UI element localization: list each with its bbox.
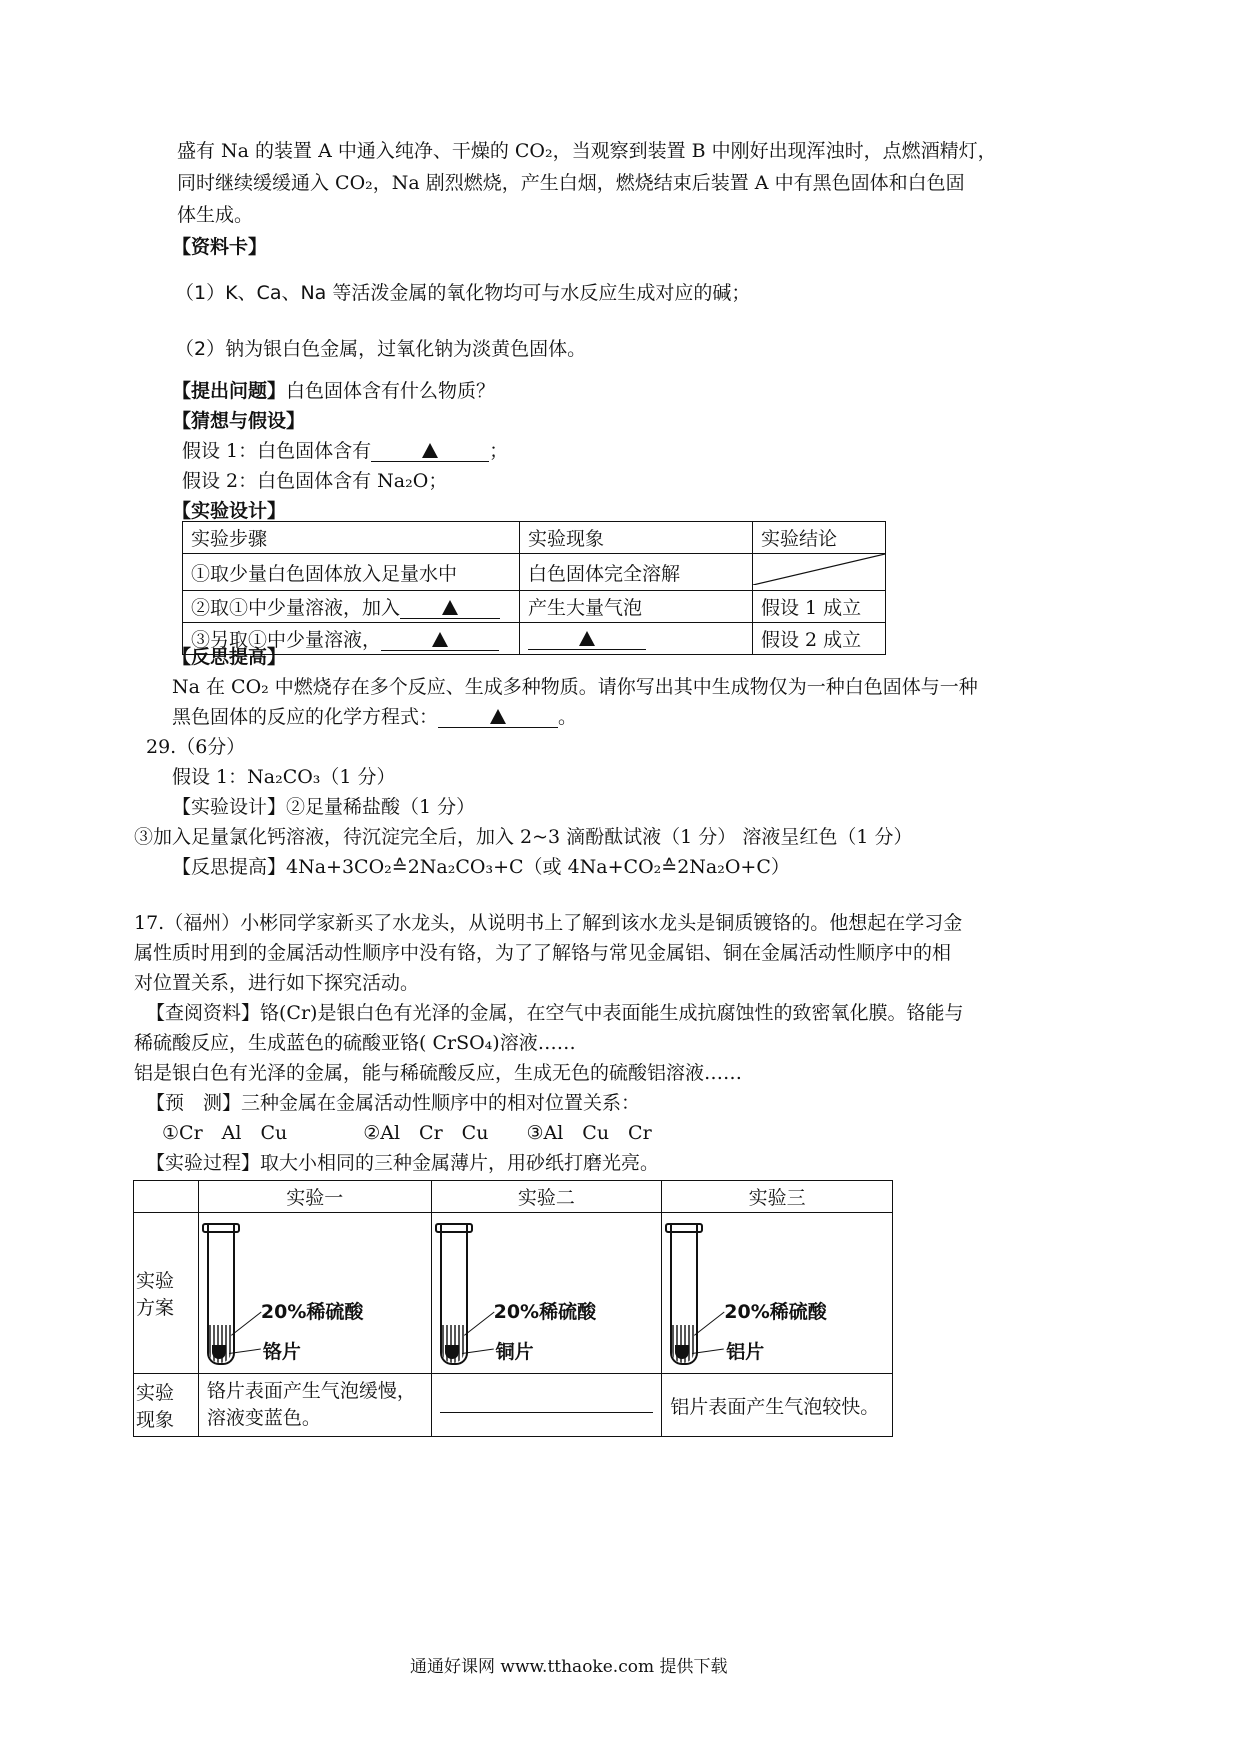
metal-label-3: 铝片	[726, 1341, 765, 1363]
intro-line-2: 同时继续缓缓通入 CO₂，Na 剧烈燃烧，产生白烟，燃烧结束后装置 A 中有黑色固体和白色固	[177, 172, 965, 194]
design-r2-blank[interactable]	[400, 599, 500, 619]
design-r3-blank[interactable]	[381, 631, 499, 651]
info-card-item-1: （1）K、Ca、Na 等活泼金属的氧化物均可与水反应生成对应的碱；	[175, 282, 751, 304]
q17-line-6: 铝是银白色有光泽的金属，能与稀硫酸反应，生成无色的硫酸铝溶液……	[134, 1062, 743, 1084]
design-header-step: 实验步骤	[183, 522, 520, 554]
blank-triangle-icon	[442, 600, 458, 615]
q17-line-7: 【预 测】三种金属在金属活动性顺序中的相对位置关系：	[146, 1092, 641, 1114]
table-row	[134, 1181, 893, 1213]
q17-line-2: 属性质时用到的金属活动性顺序中没有铬，为了了解铬与常见金属铝、铜在金属活动性顺序中的相	[134, 942, 952, 964]
table-row	[183, 522, 886, 554]
q17-line-3: 对位置关系，进行如下探究活动。	[134, 972, 420, 994]
reflect-line-2	[172, 706, 577, 729]
design-r1-conclusion-slash	[753, 554, 886, 591]
blank-triangle-icon	[422, 443, 438, 458]
exp-obs-2-blank[interactable]	[440, 1392, 654, 1413]
exp-header-1: 实验一	[198, 1181, 431, 1213]
exp-header-2: 实验二	[431, 1181, 662, 1213]
hypothesis-1-text: 假设 1：白色固体含有	[182, 440, 372, 462]
acid-label: 20%稀硫酸	[260, 1301, 364, 1323]
reflect-line-1: Na 在 CO₂ 中燃烧存在多个反应、生成多种物质。请你写出其中生成物仅为一种白色固体与一种	[172, 676, 978, 698]
design-header-conclusion: 实验结论	[753, 522, 886, 554]
q17-line-9: 【实验过程】取大小相同的三种金属薄片，用砂纸打磨光亮。	[146, 1152, 660, 1174]
design-r2-phenomenon: 产生大量气泡	[520, 591, 753, 623]
design-heading: 【实验设计】	[172, 500, 287, 522]
question-text: 白色固体含有什么物质？	[286, 380, 496, 402]
exp-plan-1	[198, 1213, 431, 1374]
design-table	[182, 521, 886, 655]
q17-line-5: 稀硫酸反应，生成蓝色的硫酸亚铬( CrSO₄)溶液……	[134, 1032, 576, 1054]
footer: 通通好课网 www.tthaoke.com 提供下载	[410, 1657, 728, 1677]
hypothesis-heading: 【猜想与假设】	[172, 410, 306, 432]
exp-plan-2	[431, 1213, 662, 1374]
design-r3-phenomenon	[520, 623, 753, 655]
design-r1-phenomenon: 白色固体完全溶解	[520, 554, 753, 591]
exp-header-blank	[134, 1181, 199, 1213]
metal-label-2: 铜片	[495, 1341, 534, 1363]
exp-obs-2	[431, 1374, 662, 1437]
reflect-line-2-text: 黑色固体的反应的化学方程式：	[172, 706, 439, 728]
hypothesis-1-blank[interactable]	[371, 442, 489, 462]
table-row	[183, 623, 886, 655]
q17-line-1: 17.（福州）小彬同学家新买了水龙头，从说明书上了解到该水龙头是铜质镀铬的。他想起在学习金	[134, 912, 963, 934]
answer29-line-4: 【反思提高】4Na+3CO₂≙2Na₂CO₃+C（或 4Na+CO₂≙2Na₂O+C）	[172, 856, 790, 878]
answer29-line-1: 假设 1：Na₂CO₃（1 分）	[172, 766, 396, 788]
intro-line-1: 盛有 Na 的装置 A 中通入纯净、干燥的 CO₂，当观察到装置 B 中刚好出现浑浊时，点燃酒精灯，	[177, 140, 997, 162]
table-row	[183, 554, 886, 591]
design-header-phenomenon: 实验现象	[520, 522, 753, 554]
reflect-line-2-end: 。	[558, 706, 578, 728]
info-card-item-2: （2）钠为银白色金属，过氧化钠为淡黄色固体。	[175, 338, 587, 360]
answer29-line-2: 【实验设计】②足量稀盐酸（1 分）	[172, 796, 476, 818]
design-r3-step-text: ③另取①中少量溶液，	[191, 629, 382, 651]
acid-label: 20%稀硫酸	[724, 1301, 827, 1323]
hypothesis-2: 假设 2：白色固体含有 Na₂O；	[182, 470, 448, 492]
reflect-heading: 【反思提高】	[172, 646, 287, 668]
exp-plan-3	[662, 1213, 893, 1374]
hypothesis-1	[182, 440, 508, 463]
intro-line-3: 体生成。	[177, 204, 254, 226]
design-r2-step-text: ②取①中少量溶液，加入	[191, 597, 401, 619]
diagonal-slash-icon	[753, 554, 885, 585]
blank-triangle-icon	[432, 632, 448, 647]
acid-label: 20%稀硫酸	[493, 1301, 597, 1323]
answer29-title: 29.（6分）	[146, 736, 246, 758]
info-card-heading: 【资料卡】	[172, 236, 268, 258]
reflect-blank[interactable]	[438, 708, 558, 728]
blank-triangle-icon	[490, 709, 506, 724]
metal-label-1: 铬片	[262, 1341, 301, 1363]
table-row	[134, 1213, 893, 1374]
design-r1-step: ①取少量白色固体放入足量水中	[183, 554, 520, 591]
exp-row-plan-label: 实验 方案	[134, 1213, 199, 1374]
question-line	[172, 380, 495, 403]
exp-obs-1: 铬片表面产生气泡缓慢，溶液变蓝色。	[198, 1374, 431, 1437]
question-heading: 【提出问题】	[172, 380, 287, 402]
exp-header-3: 实验三	[662, 1181, 893, 1213]
q17-line-8: ①Cr Al Cu ②Al Cr Cu ③Al Cu Cr	[162, 1122, 652, 1144]
answer29-line-3: ③加入足量氯化钙溶液，待沉淀完全后，加入 2~3 滴酚酞试液（1 分） 溶液呈红色（1 分）	[134, 826, 913, 848]
table-row	[134, 1374, 893, 1437]
design-r3-phenomenon-blank[interactable]	[528, 630, 646, 650]
design-r2-conclusion: 假设 1 成立	[753, 591, 886, 623]
design-r3-conclusion: 假设 2 成立	[753, 623, 886, 655]
exp-row-obs-label: 实验 现象	[134, 1374, 199, 1437]
hypothesis-1-end: ；	[489, 440, 509, 462]
design-r2-step	[183, 591, 520, 623]
exp-obs-3: 铝片表面产生气泡较快。	[662, 1374, 893, 1437]
blank-triangle-icon	[579, 631, 595, 646]
q17-line-4: 【查阅资料】铬(Cr)是银白色有光泽的金属，在空气中表面能生成抗腐蚀性的致密氧化膜。铬能与	[146, 1002, 964, 1024]
experiment-table	[133, 1180, 893, 1437]
table-row	[183, 591, 886, 623]
